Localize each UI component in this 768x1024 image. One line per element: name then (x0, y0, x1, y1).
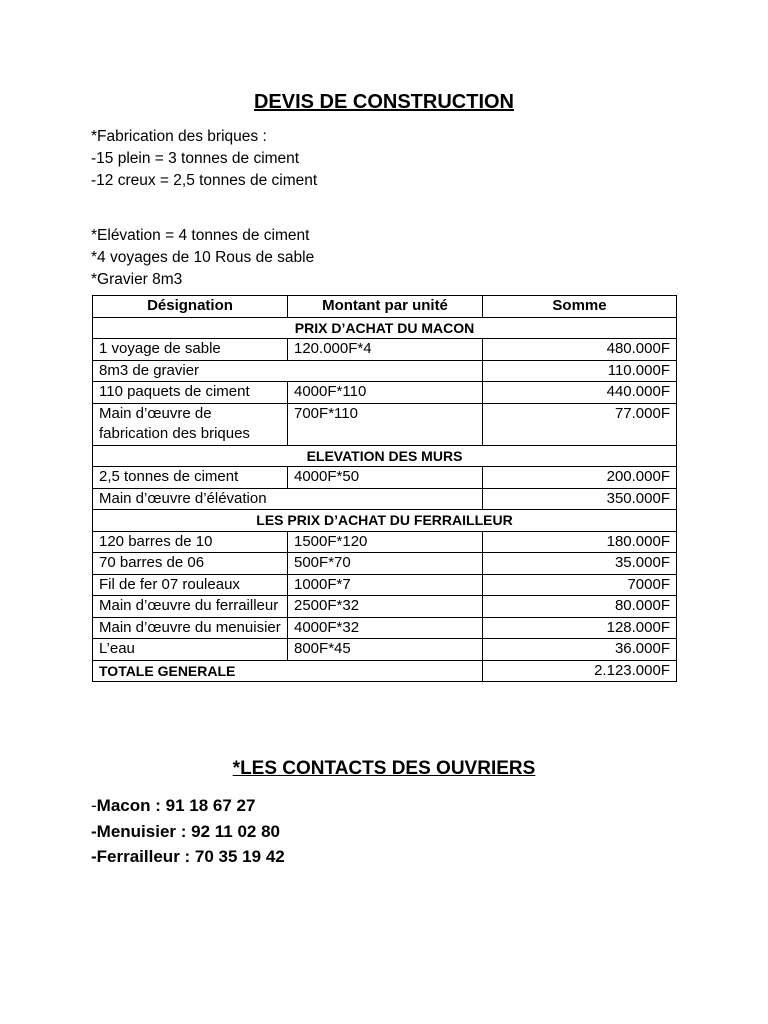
sum-cell: 35.000F (483, 553, 677, 575)
designation-cell: Main d’œuvre d’élévation (93, 488, 483, 510)
contact-menuisier: -Menuisier : 92 11 02 80 (91, 821, 280, 841)
contacts-list (91, 793, 285, 870)
unit-price-cell: 500F*70 (288, 553, 483, 575)
table-row (93, 403, 677, 445)
unit-price-cell: 2500F*32 (288, 596, 483, 618)
contact-macon-text: Macon : 91 18 67 27 (96, 796, 256, 815)
unit-price-cell: 700F*110 (288, 403, 483, 445)
unit-price-cell: 1500F*120 (288, 531, 483, 553)
unit-price-cell: 4000F*110 (288, 382, 483, 404)
sum-cell: 200.000F (483, 467, 677, 489)
designation-cell: 120 barres de 10 (93, 531, 288, 553)
table-row (93, 339, 677, 361)
designation-cell: Main d’œuvre du menuisier (93, 617, 288, 639)
total-value: 2.123.000F (483, 660, 677, 682)
table-row (93, 574, 677, 596)
table-row (93, 617, 677, 639)
sum-cell: 180.000F (483, 531, 677, 553)
table-row (93, 360, 677, 382)
total-label: TOTALE GENERALE (93, 660, 483, 682)
intro-notes (91, 126, 681, 291)
table-row (93, 382, 677, 404)
quote-table (92, 295, 677, 682)
table-row (93, 596, 677, 618)
section-row-ferrailleur (93, 510, 677, 532)
unit-price-cell: 800F*45 (288, 639, 483, 661)
sum-cell: 7000F (483, 574, 677, 596)
designation-cell: 110 paquets de ciment (93, 382, 288, 404)
unit-price-cell: 4000F*32 (288, 617, 483, 639)
sum-cell: 36.000F (483, 639, 677, 661)
header-designation: Désignation (93, 296, 288, 318)
section-row-elevation (93, 445, 677, 467)
designation-cell: Fil de fer 07 rouleaux (93, 574, 288, 596)
designation-cell: 1 voyage de sable (93, 339, 288, 361)
contact-dash: - (91, 796, 97, 815)
designation-cell: Main d’œuvre de fabrication des briques (93, 403, 288, 445)
designation-cell: 8m3 de gravier (93, 360, 483, 382)
table-row (93, 467, 677, 489)
table-row (93, 531, 677, 553)
contact-ferrailleur: -Ferrailleur : 70 35 19 42 (91, 847, 285, 866)
total-row (93, 660, 677, 682)
designation-cell: L’eau (93, 639, 288, 661)
table-header-row (93, 296, 677, 318)
header-unit-price: Montant par unité (288, 296, 483, 318)
designation-cell: Main d’œuvre du ferrailleur (93, 596, 288, 618)
sum-cell: 80.000F (483, 596, 677, 618)
table-row (93, 488, 677, 510)
sum-cell: 350.000F (483, 488, 677, 510)
section-row-macon (93, 317, 677, 339)
designation-cell: 2,5 tonnes de ciment (93, 467, 288, 489)
gravel-line: *Gravier 8m3 (91, 271, 183, 288)
page-title: DEVIS DE CONSTRUCTION (253, 91, 515, 113)
designation-cell: 70 barres de 06 (93, 553, 288, 575)
sand-trips-line: *4 voyages de 10 Rous de sable (91, 249, 315, 266)
table-row (93, 639, 677, 661)
bricks-hollow-line: -12 creux = 2,5 tonnes de ciment (91, 172, 318, 189)
sum-cell: 128.000F (483, 617, 677, 639)
unit-price-cell: 4000F*50 (288, 467, 483, 489)
elevation-line: *Elévation = 4 tonnes de ciment (91, 227, 310, 244)
unit-price-cell: 120.000F*4 (288, 339, 483, 361)
section-title-macon: PRIX D’ACHAT DU MACON (93, 317, 677, 339)
contact-macon (91, 793, 285, 819)
section-title-elevation: ELEVATION DES MURS (93, 445, 677, 467)
sum-cell: 440.000F (483, 382, 677, 404)
bricks-heading: *Fabrication des briques : (91, 128, 267, 145)
section-title-ferrailleur: LES PRIX D’ACHAT DU FERRAILLEUR (93, 510, 677, 532)
header-sum: Somme (483, 296, 677, 318)
unit-price-cell: 1000F*7 (288, 574, 483, 596)
table-row (93, 553, 677, 575)
sum-cell: 480.000F (483, 339, 677, 361)
bricks-full-line: -15 plein = 3 tonnes de ciment (91, 150, 300, 167)
contacts-title: *LES CONTACTS DES OUVRIERS (232, 758, 536, 779)
sum-cell: 110.000F (483, 360, 677, 382)
sum-cell: 77.000F (483, 403, 677, 445)
